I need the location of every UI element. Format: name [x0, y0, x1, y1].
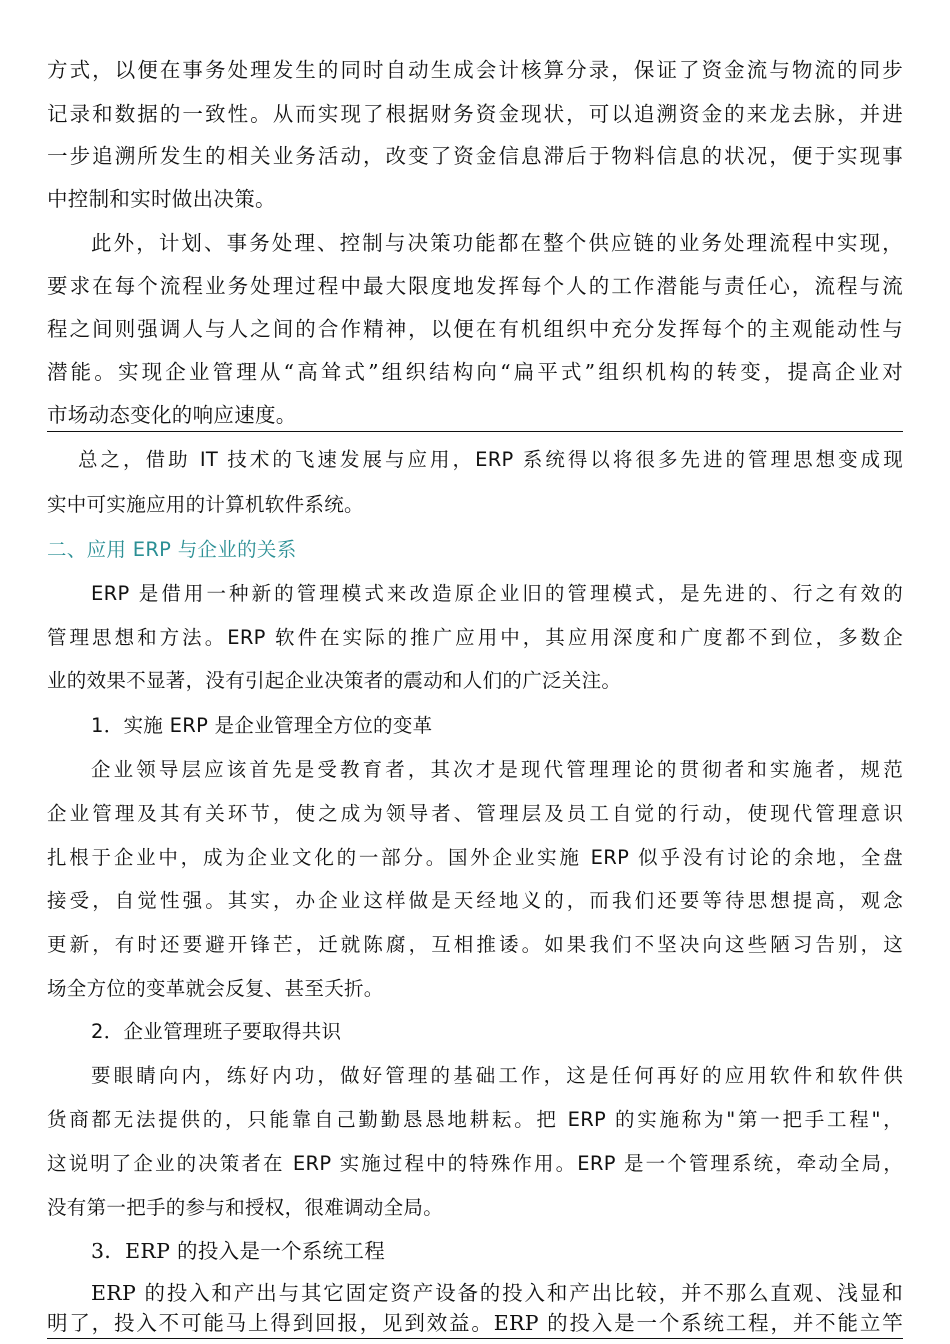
paragraph-line: 中控制和实时做出决策。 — [47, 187, 276, 211]
paragraph-line: 要眼睛向内，练好内功，做好管理的基础工作，这是任何再好的应用软件和软件供 — [91, 1064, 903, 1087]
paragraph-line: 实中可实施应用的计算机软件系统。 — [47, 493, 364, 516]
paragraph-line: 企业管理及其有关环节，使之成为领导者、管理层及员工自觉的行动，使现代管理意识 — [47, 802, 903, 825]
paragraph-line: 要求在每个流程业务处理过程中最大限度地发挥每个人的工作潜能与责任心，流程与流 — [47, 274, 903, 298]
paragraph-line: 一步追溯所发生的相关业务活动，改变了资金信息滞后于物料信息的状况，便于实现事 — [47, 144, 903, 168]
paragraph-line: ERP 是借用一种新的管理模式来改造原企业旧的管理模式，是先进的、行之有效的 — [91, 582, 903, 605]
paragraph-line: 管理思想和方法。ERP 软件在实际的推广应用中，其应用深度和广度都不到位，多数企 — [47, 626, 903, 649]
paragraph-line: 市场动态变化的响应速度。 — [47, 403, 297, 427]
paragraph-line: 这说明了企业的决策者在 ERP 实施过程中的特殊作用。ERP 是一个管理系统，牵动全局， — [47, 1152, 903, 1175]
paragraph-line: 此外，计划、事务处理、控制与决策功能都在整个供应链的业务处理流程中实现， — [91, 231, 903, 255]
paragraph-line: 程之间则强调人与人之间的合作精神，以便在有机组织中充分发挥每个的主观能动性与 — [47, 317, 903, 341]
subheading-3: 3．ERP 的投入是一个系统工程 — [91, 1239, 386, 1263]
paragraph-line: ERP 的投入和产出与其它固定资产设备的投入和产出比较，并不那么直观、浅显和 — [91, 1281, 903, 1305]
paragraph-line: 场全方位的变革就会反复、甚至夭折。 — [47, 977, 384, 1000]
subheading-2: 2．企业管理班子要取得共识 — [91, 1020, 342, 1043]
paragraph-line: 潜能。实现企业管理从“高耸式”组织结构向“扁平式”组织机构的转变，提高企业对 — [47, 360, 903, 384]
paragraph-line: 货商都无法提供的，只能靠自己勤勤恳恳地耕耘。把 ERP 的实施称为"第一把手工程"， — [47, 1108, 903, 1131]
paragraph-line: 扎根于企业中，成为企业文化的一部分。国外企业实施 ERP 似乎没有讨论的余地，全盘 — [47, 846, 903, 869]
paragraph-line: 更新，有时还要避开锋芒，迁就陈腐，互相推诿。如果我们不坚决向这些陋习告别，这 — [47, 933, 903, 956]
bottom-divider — [47, 1338, 903, 1339]
section-heading: 二、应用 ERP 与企业的关系 — [47, 538, 297, 561]
paragraph-line: 方式，以便在事务处理发生的同时自动生成会计核算分录，保证了资金流与物流的同步 — [47, 58, 903, 82]
paragraph-line: 没有第一把手的参与和授权，很难调动全局。 — [47, 1196, 444, 1219]
paragraph-line: 总之，借助 IT 技术的飞速发展与应用，ERP 系统得以将很多先进的管理思想变成现 — [78, 448, 903, 471]
paragraph-line: 明了，投入不可能马上得到回报，见到效益。ERP 的投入是一个系统工程，并不能立竿 — [47, 1311, 903, 1335]
subheading-1: 1．实施 ERP 是企业管理全方位的变革 — [91, 714, 433, 737]
paragraph-line: 业的效果不显著，没有引起企业决策者的震动和人们的广泛关注。 — [47, 669, 622, 692]
paragraph-line: 记录和数据的一致性。从而实现了根据财务资金现状，可以追溯资金的来龙去脉，并进 — [47, 102, 903, 126]
section-divider — [47, 431, 903, 432]
paragraph-line: 企业领导层应该首先是受教育者，其次才是现代管理理论的贯彻者和实施者，规范 — [91, 758, 903, 781]
paragraph-line: 接受，自觉性强。其实，办企业这样做是天经地义的，而我们还要等待思想提高，观念 — [47, 889, 903, 912]
